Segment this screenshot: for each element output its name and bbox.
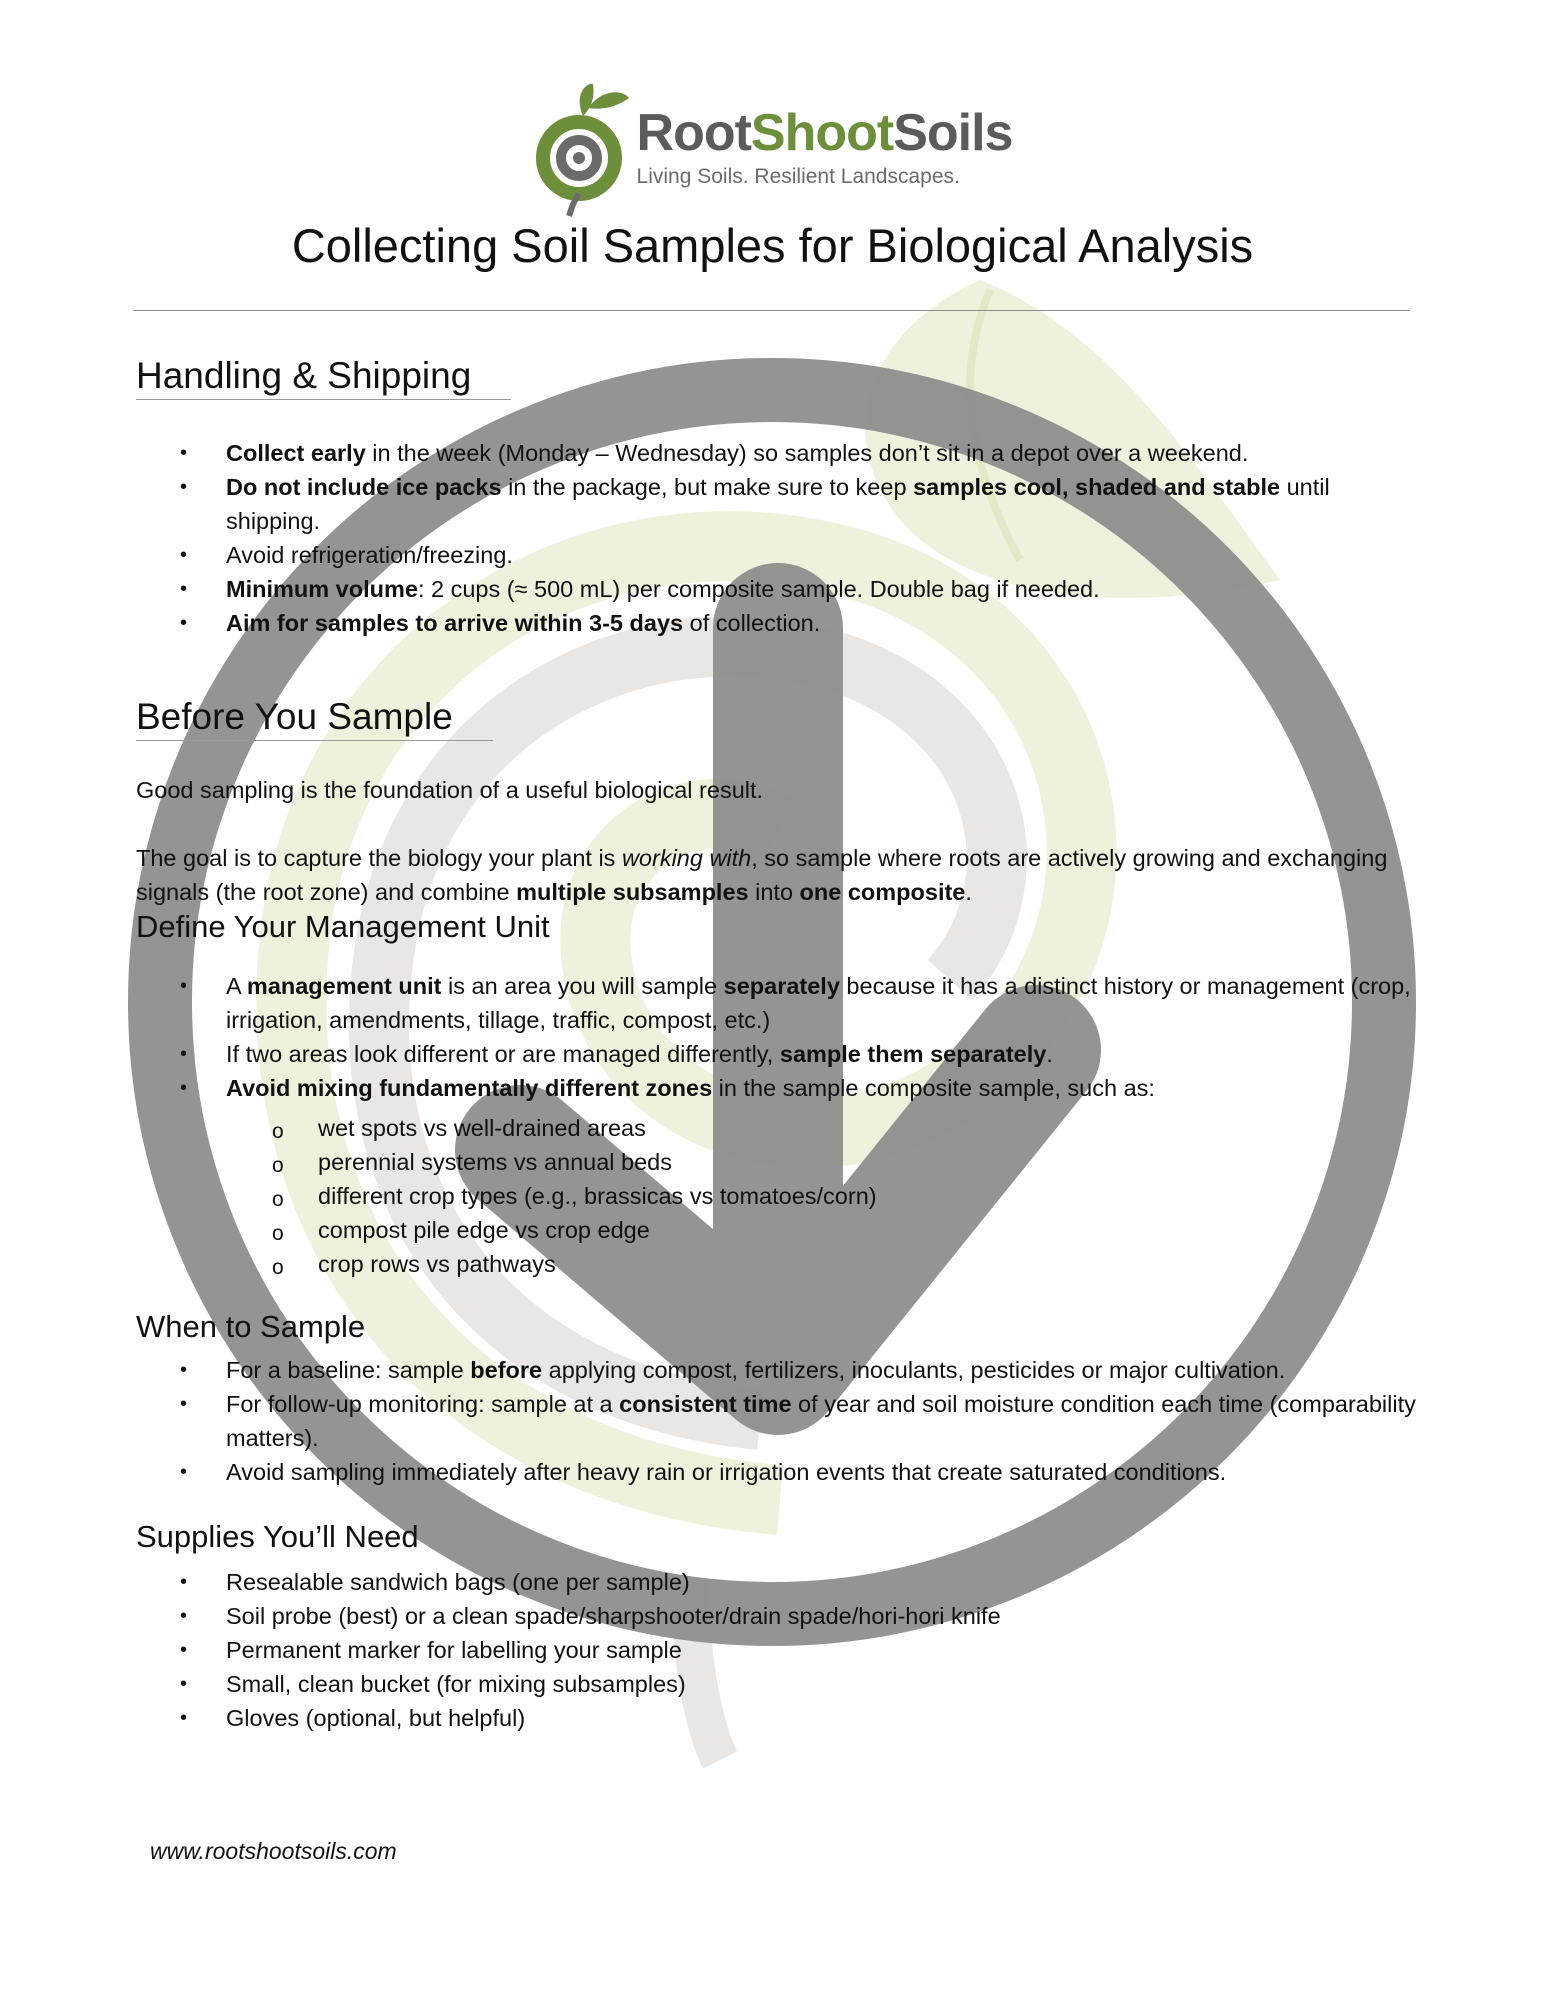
bold-text: Do not include ice packs <box>226 474 502 500</box>
item-text: in the sample composite sample, such as: <box>712 1075 1155 1101</box>
item-text: . <box>1046 1041 1053 1067</box>
before-intro: Good sampling is the foundation of a useful biological result. <box>136 777 764 803</box>
bold-text: Collect early <box>226 440 366 466</box>
supplies-list <box>136 1565 1416 1735</box>
bold-text: Minimum volume <box>226 576 418 602</box>
italic-text: working with <box>621 845 752 871</box>
item-text: For follow-up monitoring: sample at a <box>226 1391 620 1417</box>
brand-name <box>636 104 1013 162</box>
list-item: • Permanent marker for labelling your sample <box>136 1633 1416 1667</box>
before-heading: Before You Sample <box>136 696 493 741</box>
list-item <box>136 969 1416 1037</box>
before-section <box>136 696 1416 909</box>
bold-text: consistent time <box>619 1391 792 1417</box>
list-item <box>136 1071 1416 1105</box>
zone-sublist <box>136 1111 1416 1281</box>
list-item: • Soil probe (best) or a clean spade/sharpshooter/drain spade/hori-hori knife <box>136 1599 1416 1633</box>
item-text: until shipping. <box>226 474 1330 534</box>
item-text: For a baseline: sample <box>226 1357 471 1383</box>
list-item <box>136 1455 1416 1489</box>
item-text: : 2 cups (≈ 500 mL) per composite sample. Double bag if needed. <box>417 576 1100 602</box>
list-item <box>136 470 1416 538</box>
supplies-section <box>136 1519 1416 1735</box>
handling-list <box>136 436 1416 640</box>
brand-name-shoot: Shoot <box>750 104 894 162</box>
unit-heading: Define Your Management Unit <box>136 909 550 944</box>
item-text: A <box>226 973 247 999</box>
list-item: • Gloves (optional, but helpful) <box>136 1701 1416 1735</box>
sublist-item: o wet spots vs well-drained areas <box>136 1111 1416 1145</box>
title-divider <box>133 310 1410 311</box>
sublist-item: o different crop types (e.g., brassicas vs tomatoes/corn) <box>136 1179 1416 1213</box>
before-goal <box>136 841 1416 909</box>
bold-text: before <box>470 1357 543 1383</box>
swirl-logo-icon <box>533 78 633 218</box>
item-text: of year and soil moisture condition each time (comparability matters). <box>226 1391 1416 1451</box>
document-body <box>136 355 1416 1735</box>
document-header <box>0 78 1545 223</box>
brand-logo <box>533 78 1013 218</box>
list-item <box>136 436 1416 470</box>
sublist-item: o crop rows vs pathways <box>136 1247 1416 1281</box>
brand-tagline: Living Soils. Resilient Landscapes. <box>636 165 960 188</box>
sublist-item: o perennial systems vs annual beds <box>136 1145 1416 1179</box>
item-text: , so sample where roots are actively growing and exchanging signals (the root zone) and combine <box>136 845 1388 905</box>
website-link[interactable]: www.rootshootsoils.com <box>150 1838 397 1864</box>
bold-text: multiple subsamples <box>516 879 749 905</box>
bold-text: Avoid mixing fundamentally different zones <box>226 1075 713 1101</box>
handling-heading: Handling & Shipping <box>136 355 511 400</box>
item-text: into <box>748 879 800 905</box>
document-title: Collecting Soil Samples for Biological Analysis <box>291 219 1254 272</box>
item-text: Avoid sampling immediately after heavy rain or irrigation events that create saturated conditions. <box>226 1459 1227 1485</box>
when-section <box>136 1309 1416 1489</box>
bold-text: management unit <box>246 973 442 999</box>
item-text: in the package, but make sure to keep <box>501 474 914 500</box>
list-item <box>136 606 1416 640</box>
item-text: is an area you will sample <box>441 973 724 999</box>
item-text: Avoid refrigeration/freezing. <box>226 542 513 568</box>
bold-text: separately <box>723 973 840 999</box>
item-text: The goal is to capture the biology your plant is <box>136 845 622 871</box>
unit-section <box>136 909 1416 1281</box>
item-text: applying compost, fertilizers, inoculants, pesticides or major cultivation. <box>542 1357 1286 1383</box>
when-heading: When to Sample <box>136 1309 366 1344</box>
sublist-item: o compost pile edge vs crop edge <box>136 1213 1416 1247</box>
list-item <box>136 572 1416 606</box>
item-text: . <box>965 879 972 905</box>
list-item <box>136 1037 1416 1071</box>
bold-text: sample them separately <box>779 1041 1047 1067</box>
bold-text: one composite <box>799 879 966 905</box>
item-text: in the week (Monday – Wednesday) so samples don’t sit in a depot over a weekend. <box>365 440 1249 466</box>
list-item <box>136 1387 1416 1455</box>
bold-text: samples cool, shaded and stable <box>913 474 1281 500</box>
item-text: because it has a distinct history or management (crop, irrigation, amendments, tillage, traffic, compost, etc.) <box>226 973 1411 1033</box>
brand-name-root: Root <box>636 104 751 162</box>
list-item <box>136 538 1416 572</box>
unit-list <box>136 969 1416 1105</box>
item-text: of collection. <box>683 610 821 636</box>
brand-name-soils: Soils <box>893 104 1013 162</box>
list-item <box>136 1353 1416 1387</box>
list-item: • Resealable sandwich bags (one per sample) <box>136 1565 1416 1599</box>
list-item: • Small, clean bucket (for mixing subsamples) <box>136 1667 1416 1701</box>
bold-text: Aim for samples to arrive within 3-5 days <box>226 610 684 636</box>
when-list <box>136 1353 1416 1489</box>
supplies-heading: Supplies You’ll Need <box>136 1519 419 1554</box>
handling-section <box>136 355 1416 640</box>
item-text: If two areas look different or are managed differently, <box>226 1041 780 1067</box>
